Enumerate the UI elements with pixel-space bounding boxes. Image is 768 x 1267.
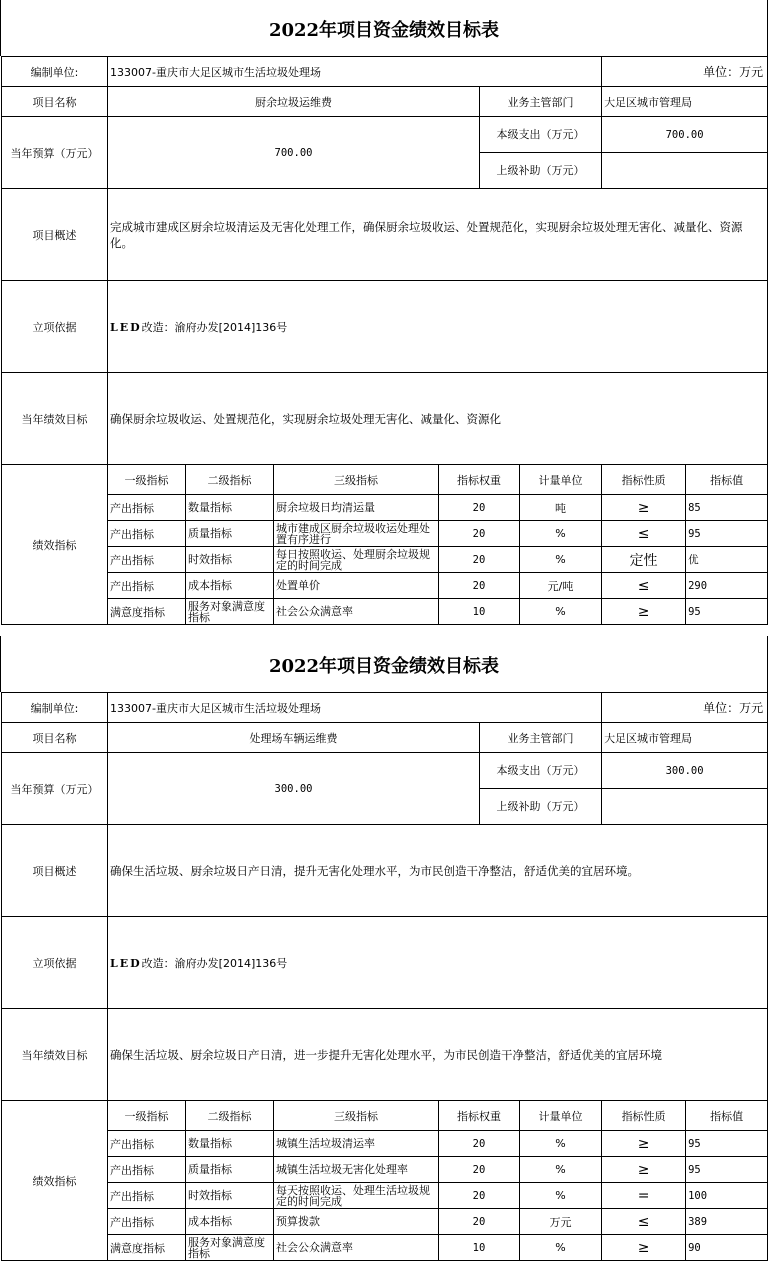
level2-cell: 质量指标 <box>186 521 274 547</box>
level3-cell: 每日按照收运、处理厨余垃圾规定的时间完成 <box>274 547 439 573</box>
unit-cell: 元/吨 <box>520 573 602 599</box>
indicator-row <box>2 1183 768 1209</box>
sheet-title: 2022年项目资金绩效目标表 <box>0 636 768 692</box>
performance-sheet-1 <box>0 0 768 625</box>
weight-cell: 20 <box>439 1183 520 1209</box>
org-row <box>2 57 768 87</box>
weight-cell: 20 <box>439 495 520 521</box>
project-name-label: 项目名称 <box>2 87 108 117</box>
goal-text: 确保厨余垃圾收运、处置规范化，实现厨余垃圾处理无害化、减量化、资源化 <box>108 373 768 465</box>
upper-subsidy-label: 上级补助（万元） <box>480 789 602 825</box>
indicator-row <box>2 1235 768 1261</box>
budget-row <box>2 753 768 789</box>
weight-cell: 20 <box>439 573 520 599</box>
nature-cell: ≥ <box>602 599 686 625</box>
unit-cell: % <box>520 521 602 547</box>
level3-cell: 每天按照收运、处理生活垃圾规定的时间完成 <box>274 1183 439 1209</box>
value-cell: 95 <box>686 1131 768 1157</box>
overview-row <box>2 189 768 281</box>
nature-cell: 定性 <box>602 547 686 573</box>
value-cell: 优 <box>686 547 768 573</box>
unit-cell: % <box>520 599 602 625</box>
weight-cell: 20 <box>439 1157 520 1183</box>
indicator-row <box>2 1157 768 1183</box>
basis-row <box>2 917 768 1009</box>
level1-cell: 产出指标 <box>108 1157 186 1183</box>
level1-cell: 满意度指标 <box>108 1235 186 1261</box>
level2-cell: 数量指标 <box>186 495 274 521</box>
overview-text: 完成城市建成区厨余垃圾清运及无害化处理工作，确保厨余垃圾收运、处置规范化，实现厨余垃圾处理无害化、减量化、资源化。 <box>108 189 768 281</box>
upper-subsidy-value <box>602 153 768 189</box>
level3-cell: 社会公众满意率 <box>274 599 439 625</box>
level3-cell: 厨余垃圾日均清运量 <box>274 495 439 521</box>
weight-cell: 10 <box>439 599 520 625</box>
level2-cell: 质量指标 <box>186 1157 274 1183</box>
header-level1: 一级指标 <box>108 465 186 495</box>
header-unit: 计量单位 <box>520 465 602 495</box>
indicator-label: 绩效指标 <box>2 1101 108 1261</box>
indicator-row <box>2 1131 768 1157</box>
level1-cell: 产出指标 <box>108 1209 186 1235</box>
unit-cell: % <box>520 1183 602 1209</box>
nature-cell: ≤ <box>602 573 686 599</box>
basis-row <box>2 281 768 373</box>
own-expense-value: 700.00 <box>602 117 768 153</box>
goal-row <box>2 1009 768 1101</box>
weight-cell: 20 <box>439 1131 520 1157</box>
upper-subsidy-label: 上级补助（万元） <box>480 153 602 189</box>
upper-subsidy-value <box>602 789 768 825</box>
header-level3: 三级指标 <box>274 1101 439 1131</box>
budget-value: 300.00 <box>108 753 480 825</box>
basis-text: 改造：渝府办发[2014]136号 <box>141 956 288 970</box>
nature-cell: ≤ <box>602 1209 686 1235</box>
level1-cell: 产出指标 <box>108 521 186 547</box>
project-name-row <box>2 723 768 753</box>
basis-label: 立项依据 <box>2 917 108 1009</box>
level2-cell: 数量指标 <box>186 1131 274 1157</box>
project-name-value: 处理场车辆运维费 <box>108 723 480 753</box>
header-level3: 三级指标 <box>274 465 439 495</box>
unit-cell: % <box>520 1157 602 1183</box>
goal-row <box>2 373 768 465</box>
project-name-value: 厨余垃圾运维费 <box>108 87 480 117</box>
level2-cell: 时效指标 <box>186 547 274 573</box>
level1-cell: 满意度指标 <box>108 599 186 625</box>
header-value: 指标值 <box>686 465 768 495</box>
header-nature: 指标性质 <box>602 1101 686 1131</box>
level2-cell: 服务对象满意度指标 <box>186 599 274 625</box>
overview-label: 项目概述 <box>2 189 108 281</box>
weight-cell: 20 <box>439 1209 520 1235</box>
budget-value: 700.00 <box>108 117 480 189</box>
org-label: 编制单位: <box>2 693 108 723</box>
sheet-title: 2022年项目资金绩效目标表 <box>0 0 768 56</box>
nature-cell: ≥ <box>602 1157 686 1183</box>
level3-cell: 城市建成区厨余垃圾收运处理处置有序进行 <box>274 521 439 547</box>
level1-cell: 产出指标 <box>108 495 186 521</box>
header-level2: 二级指标 <box>186 1101 274 1131</box>
value-cell: 85 <box>686 495 768 521</box>
level1-cell: 产出指标 <box>108 573 186 599</box>
level1-cell: 产出指标 <box>108 1131 186 1157</box>
level1-cell: 产出指标 <box>108 547 186 573</box>
basis-label: 立项依据 <box>2 281 108 373</box>
level3-cell: 社会公众满意率 <box>274 1235 439 1261</box>
level1-cell: 产出指标 <box>108 1183 186 1209</box>
weight-cell: 20 <box>439 521 520 547</box>
unit-label: 单位：万元 <box>602 57 768 87</box>
level3-cell: 城镇生活垃圾清运率 <box>274 1131 439 1157</box>
unit-cell: 万元 <box>520 1209 602 1235</box>
nature-cell: = <box>602 1183 686 1209</box>
unit-cell: % <box>520 1131 602 1157</box>
level2-cell: 成本指标 <box>186 1209 274 1235</box>
org-row <box>2 693 768 723</box>
header-unit: 计量单位 <box>520 1101 602 1131</box>
performance-table <box>1 692 768 1261</box>
own-expense-label: 本级支出（万元） <box>480 117 602 153</box>
budget-row <box>2 117 768 153</box>
header-level1: 一级指标 <box>108 1101 186 1131</box>
value-cell: 95 <box>686 599 768 625</box>
level2-cell: 成本指标 <box>186 573 274 599</box>
basis-text: 改造：渝府办发[2014]136号 <box>141 320 288 334</box>
level2-cell: 时效指标 <box>186 1183 274 1209</box>
dept-label: 业务主管部门 <box>480 723 602 753</box>
header-value: 指标值 <box>686 1101 768 1131</box>
nature-cell: ≥ <box>602 1131 686 1157</box>
header-weight: 指标权重 <box>439 1101 520 1131</box>
own-expense-label: 本级支出（万元） <box>480 753 602 789</box>
overview-text: 确保生活垃圾、厨余垃圾日产日清，提升无害化处理水平，为市民创造干净整洁，舒适优美的宜居环境。 <box>108 825 768 917</box>
indicator-row <box>2 547 768 573</box>
header-level2: 二级指标 <box>186 465 274 495</box>
own-expense-value: 300.00 <box>602 753 768 789</box>
level2-cell: 服务对象满意度指标 <box>186 1235 274 1261</box>
project-name-row <box>2 87 768 117</box>
value-cell: 290 <box>686 573 768 599</box>
overview-row <box>2 825 768 917</box>
indicator-row <box>2 521 768 547</box>
header-nature: 指标性质 <box>602 465 686 495</box>
dept-value: 大足区城市管理局 <box>602 87 768 117</box>
basis-prefix: LED <box>110 956 142 970</box>
performance-table <box>1 56 768 625</box>
unit-cell: 吨 <box>520 495 602 521</box>
indicator-row <box>2 599 768 625</box>
value-cell: 95 <box>686 521 768 547</box>
dept-value: 大足区城市管理局 <box>602 723 768 753</box>
budget-label: 当年预算（万元） <box>2 753 108 825</box>
value-cell: 389 <box>686 1209 768 1235</box>
project-name-label: 项目名称 <box>2 723 108 753</box>
org-value: 133007-重庆市大足区城市生活垃圾处理场 <box>108 57 602 87</box>
budget-label: 当年预算（万元） <box>2 117 108 189</box>
indicator-row <box>2 495 768 521</box>
value-cell: 100 <box>686 1183 768 1209</box>
dept-label: 业务主管部门 <box>480 87 602 117</box>
value-cell: 95 <box>686 1157 768 1183</box>
value-cell: 90 <box>686 1235 768 1261</box>
org-value: 133007-重庆市大足区城市生活垃圾处理场 <box>108 693 602 723</box>
level3-cell: 城镇生活垃圾无害化处理率 <box>274 1157 439 1183</box>
nature-cell: ≥ <box>602 495 686 521</box>
indicator-header-row <box>2 465 768 495</box>
indicator-row <box>2 573 768 599</box>
header-weight: 指标权重 <box>439 465 520 495</box>
level3-cell: 预算拨款 <box>274 1209 439 1235</box>
weight-cell: 10 <box>439 1235 520 1261</box>
indicator-row <box>2 1209 768 1235</box>
goal-text: 确保生活垃圾、厨余垃圾日产日清，进一步提升无害化处理水平，为市民创造干净整洁，舒适优美的宜居环境 <box>108 1009 768 1101</box>
indicator-header-row <box>2 1101 768 1131</box>
goal-label: 当年绩效目标 <box>2 1009 108 1101</box>
nature-cell: ≥ <box>602 1235 686 1261</box>
unit-label: 单位：万元 <box>602 693 768 723</box>
basis-prefix: LED <box>110 320 142 334</box>
overview-label: 项目概述 <box>2 825 108 917</box>
org-label: 编制单位: <box>2 57 108 87</box>
performance-sheet-2 <box>0 636 768 1261</box>
unit-cell: % <box>520 547 602 573</box>
indicator-label: 绩效指标 <box>2 465 108 625</box>
unit-cell: % <box>520 1235 602 1261</box>
nature-cell: ≤ <box>602 521 686 547</box>
goal-label: 当年绩效目标 <box>2 373 108 465</box>
level3-cell: 处置单价 <box>274 573 439 599</box>
weight-cell: 20 <box>439 547 520 573</box>
